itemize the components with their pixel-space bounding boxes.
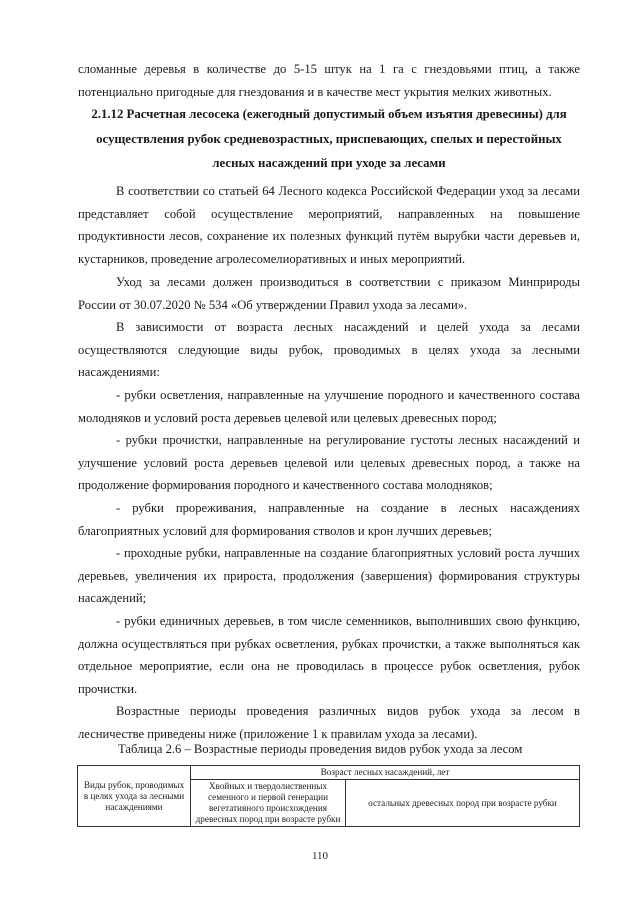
bullet-passage-cutting: - проходные рубки, направленные на создание благоприятных условий роста лучших деревьев, увеличения их прироста, продолжения (завершения) формирования структуры насаждений; bbox=[78, 546, 580, 605]
bullet-thinning-cutting: - рубки прореживания, направленные на создание в лесных насаждениях благоприятных условий для формирования стволов и крон лучших деревьев; bbox=[78, 501, 580, 538]
section-number: 2.1.12 bbox=[91, 107, 124, 121]
table-caption: Таблица 2.6 – Возрастные периоды проведения видов рубок ухода за лесом bbox=[118, 742, 523, 756]
section-title: Расчетная лесосека (ежегодный допустимый объем изъятия древесины) для осуществления рубок средневозрастных, приспевающих, спелых и перестойных лесных насаждений при уходе за лесами bbox=[96, 107, 567, 170]
intro-text: сломанные деревья в количестве до 5-15 штук на 1 га с гнездовьями птиц, а также потенциально пригодные для гнездования и в качестве мест укрытия мелких животных. bbox=[78, 62, 580, 99]
header-forest-age: Возраст лесных насаждений, лет bbox=[191, 766, 580, 780]
paragraph-cutting-types: В зависимости от возраста лесных насаждений и целей ухода за лесами осуществляются следующие виды рубок, проводимых в целях ухода за лесными насаждениями: bbox=[78, 320, 580, 379]
page-number: 110 bbox=[311, 850, 329, 862]
section-heading bbox=[78, 102, 580, 176]
bullet-clarification-cutting: - рубки осветления, направленные на улучшение породного и качественного состава молодняков и условий роста деревьев целевой или целевых древесных пород; bbox=[78, 388, 580, 425]
table-header-row bbox=[78, 766, 580, 780]
bullet-cleaning-cutting: - рубки прочистки, направленные на регулирование густоты лесных насаждений и улучшение условий роста деревьев целевой или целевых древесных пород, а также на продолжение формирования породного и качественного состава молодняков; bbox=[78, 433, 580, 492]
age-periods-table bbox=[77, 765, 580, 827]
header-conifers: Хвойных и твердолиственных семенного и первой генерации вегетативного происхождения древесных пород при возрасте рубки bbox=[191, 780, 346, 827]
paragraph-order: Уход за лесами должен производиться в соответствии с приказом Минприроды России от 30.07.2020 № 534 «Об утверждении Правил ухода за лесами». bbox=[78, 275, 580, 312]
paragraph-forest-code: В соответствии со статьей 64 Лесного кодекса Российской Федерации уход за лесами представляет собой осуществление мероприятий, направленных на повышение продуктивности лесов, сохранение их полезных функций путём вырубки части деревьев и, кустарников, проведение агролесомелиоративных и иных мероприятий. bbox=[78, 184, 580, 266]
paragraph-age-periods: Возрастные периоды проведения различных видов рубок ухода за лесом в лесничестве приведены ниже (приложение 1 к правилам ухода за лесами). bbox=[78, 704, 580, 741]
header-other-species: остальных древесных пород при возрасте рубки bbox=[346, 780, 580, 827]
header-cutting-types: Виды рубок, проводимых в целях ухода за лесными насаждениями bbox=[78, 766, 191, 827]
bullet-single-tree-cutting: - рубки единичных деревьев, в том числе семенников, выполнивших свою функцию, должна осуществляться при рубках осветления, рубках прочистки, а также выполняться как отдельное мероприятие, если она не проводилась в процессе рубок осветления, рубок прочистки. bbox=[78, 614, 580, 696]
